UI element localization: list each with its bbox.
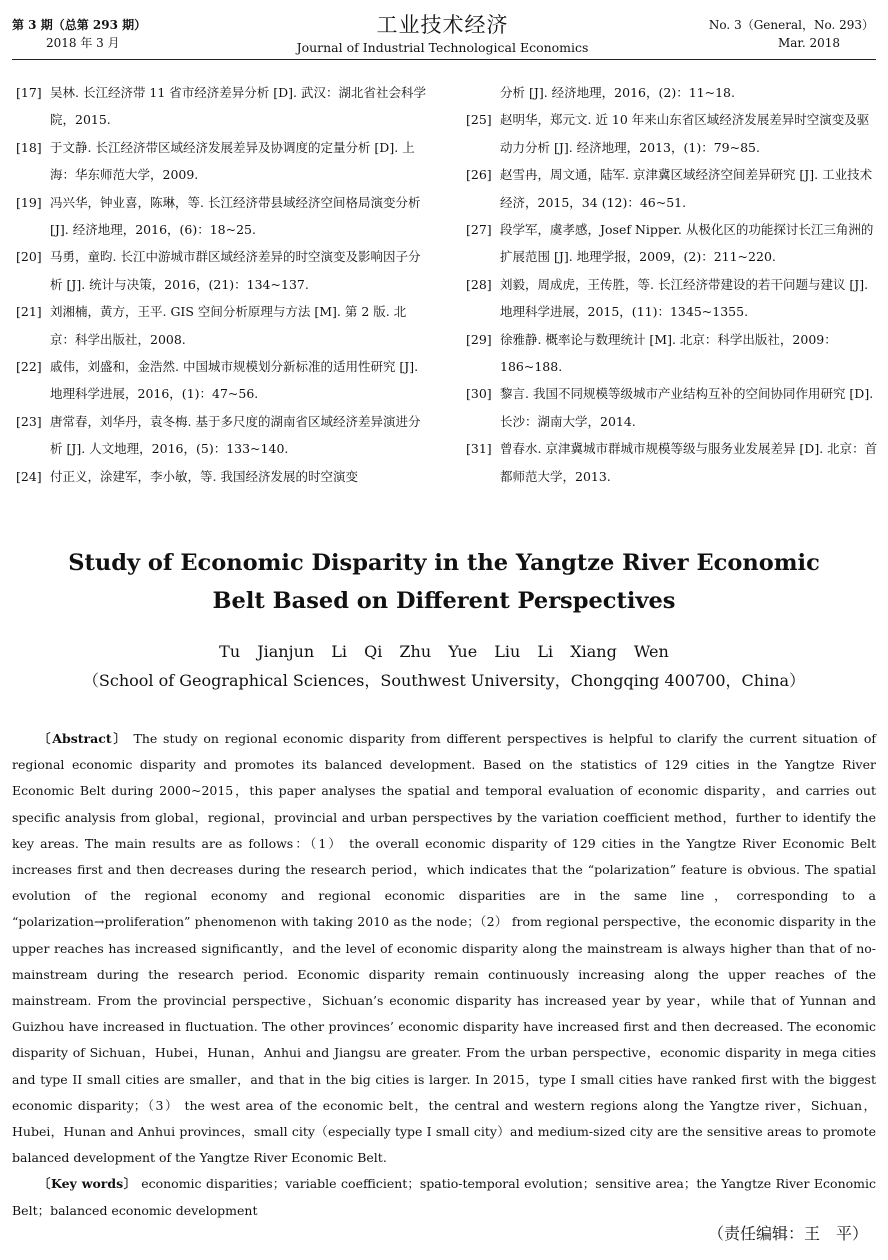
reference-text: 曾春水. 京津冀城市群城市规模等级与服务业发展差异 [D]. 北京：首都师范大学，2013. — [500, 441, 878, 484]
keywords-text: economic disparities；variable coefficient；spatio-temporal evolution；sensitive area；the Yangtze River Economic Belt；balanced economic development — [12, 1176, 876, 1218]
reference-text: 赵明华，郑元文. 近 10 年来山东省区域经济发展差异时空演变及驱动力分析 [J]. 经济地理，2013，(1)：79~85. — [500, 112, 870, 155]
reference-text: 戚伟，刘盛和，金浩然. 中国城市规模划分新标准的适用性研究 [J]. 地理科学进展，2016，(1)：47~56. — [50, 359, 419, 402]
reference-item — [466, 271, 878, 326]
reference-item — [16, 189, 426, 244]
reference-number: [25] — [466, 112, 492, 128]
affiliation: （School of Geographical Sciences，Southwest University，Chongqing 400700，China） — [82, 671, 806, 690]
reference-text: 马勇，童昀. 长江中游城市群区域经济差异的时空演变及影响因子分析 [J]. 统计与决策，2016，(21)：134~137. — [50, 249, 421, 292]
references-left-column — [16, 79, 426, 490]
journal-name-cn: 工业技术经济 — [376, 13, 509, 37]
reference-text: 徐雅静. 概率论与数理统计 [M]. 北京：科学出版社，2009：186~188. — [500, 331, 837, 375]
reference-item — [16, 243, 426, 298]
reference-item — [466, 380, 878, 435]
keywords-label: 〔Key words〕 — [38, 1176, 137, 1192]
reference-number: [23] — [16, 413, 42, 429]
reference-item — [466, 435, 878, 490]
reference-text: 分析 [J]. 经济地理，2016，(2)：11~18. — [500, 85, 735, 100]
reference-number: [26] — [466, 167, 492, 183]
reference-number: [18] — [16, 139, 42, 155]
reference-number: [31] — [466, 441, 492, 457]
reference-item — [466, 161, 878, 216]
reference-text: 吴林. 长江经济带 11 省市经济差异分析 [D]. 武汉：湖北省社会科学院，2015. — [50, 85, 426, 128]
reference-text: 于文静. 长江经济带区域经济发展差异及协调度的定量分析 [D]. 上海：华东师范大学，2009. — [50, 139, 415, 183]
reference-number: [19] — [16, 194, 42, 210]
reference-number: [22] — [16, 359, 42, 375]
abstract-paragraph — [12, 726, 876, 1171]
reference-number: [27] — [466, 222, 492, 238]
reference-item — [16, 463, 426, 490]
abstract-text: The study on regional economic disparity from different perspectives is helpful to clarify the current situation of regional economic disparity and promotes its balanced development. Based on the statistics of 129 cities in the Yangtze River Economic Belt during 2000~2015，this paper analyses the spatial and temporal evaluation of economic disparity，and carries out specific analysis from global，regional，provincial and urban perspectives by the variation coefficient method，further to identify the key areas. The main results are as follows：（1） the overall economic disparity of 129 cities in the Yangtze River Economic Belt increases first and then decreases during the research period，which indicates that the “polarization” feature is obvious. The spatial evolution of the regional economy and regional economic disparities are in the same line，corresponding to a “polarization→proliferation” phenomenon with taking 2010 as the node；（2） from regional perspective，the economic disparity in the upper reaches has increased significantly，and the level of economic disparity along the mainstream is always higher than that of no-mainstream during the research period. Economic disparity remain continuously increasing along the upper reaches of the mainstream. From the provincial perspective，Sichuan’s economic disparity has increased year by year，while that of Yunnan and Guizhou have increased in fluctuation. The other provinces’ economic disparity have increased first and then decreased. The economic disparity of Sichuan，Hubei，Hunan，Anhui and Jiangsu are greater. From the urban perspective，economic disparity in mega cities and type II small cities are smaller，and that in the big cities is larger. In 2015，type I small cities have ranked first with the biggest economic disparity；（3） the west area of the economic belt，the central and western regions along the Yangtze river，Sichuan，Hubei，Hunan and Anhui provinces，small city（especially type I small city）and medium-sized city are the sensitive areas to promote balanced development of the Yangtze River Economic Belt. — [12, 731, 876, 1166]
paper-title: Study of Economic Disparity in the Yangtze River Economic Belt Based on Different Perspectives — [68, 550, 820, 614]
reference-text: 付正义，涂建军，李小敏，等. 我国经济发展的时空演变 — [50, 468, 358, 484]
reference-number: [24] — [16, 468, 42, 484]
reference-item — [16, 408, 426, 463]
reference-continuation — [466, 79, 878, 106]
references-right-list — [466, 106, 878, 490]
reference-item — [466, 326, 878, 381]
responsible-editor: （责任编辑：王 平） — [707, 1224, 868, 1243]
reference-text: 刘毅，周成虎，王传胜，等. 长江经济带建设的若干问题与建议 [J]. 地理科学进展，2015，(11)：1345~1355. — [500, 276, 869, 320]
issue-number-en: No. 3（General，No. 293） — [708, 18, 874, 32]
reference-number: [29] — [466, 331, 492, 347]
reference-text: 赵雪冉，周文通，陆军. 京津冀区域经济空间差异研究 [J]. 工业技术经济，2015，34 (12)：46~51. — [500, 167, 873, 210]
journal-title — [290, 12, 595, 56]
reference-text: 刘湘楠，黄方，王平. GIS 空间分析原理与方法 [M]. 第 2 版. 北京：科学出版社，2008. — [50, 304, 407, 347]
page-header — [0, 0, 888, 60]
references-right-column — [466, 79, 878, 490]
abstract-label: 〔Abstract〕 — [38, 731, 128, 746]
keywords-paragraph — [12, 1171, 876, 1223]
reference-number: [17] — [16, 85, 42, 100]
reference-number: [20] — [16, 249, 42, 265]
reference-item — [466, 216, 878, 271]
reference-text: 段学军，虞孝感，Josef Nipper. 从极化区的功能探讨长江三角洲的扩展范围 [J]. 地理学报，2009，(2)：211~220. — [500, 222, 874, 265]
header-issue-cn — [12, 16, 146, 52]
reference-item — [16, 79, 426, 134]
journal-name-en: Journal of Industrial Technological Economics — [296, 40, 589, 55]
reference-item — [466, 106, 878, 161]
issue-number-cn: 第 3 期（总第 293 期） — [12, 18, 147, 32]
reference-number: [21] — [16, 304, 42, 320]
reference-item — [16, 134, 426, 189]
author-list: Tu Jianjun Li Qi Zhu Yue Liu Li Xiang Wen — [219, 642, 669, 661]
reference-text: 冯兴华，钟业喜，陈琳，等. 长江经济带县域经济空间格局演变分析 [J]. 经济地理，2016，(6)：18~25. — [50, 194, 421, 238]
issue-date-cn: 2018 年 3 月 — [46, 36, 120, 50]
reference-text: 唐常春，刘华丹，袁冬梅. 基于多尺度的湖南省区域经济差异演进分析 [J]. 人文地理，2016，(5)：133~140. — [50, 413, 421, 457]
reference-item — [16, 353, 426, 408]
abstract-section — [12, 726, 876, 1224]
header-rule — [12, 59, 876, 60]
reference-number: [30] — [466, 386, 492, 402]
issue-date-en: Mar. 2018 — [777, 36, 840, 50]
reference-item — [16, 298, 426, 353]
reference-number: [28] — [466, 276, 492, 292]
header-issue-en — [709, 16, 874, 52]
reference-text: 黎言. 我国不同规模等级城市产业结构互补的空间协同作用研究 [D]. 长沙：湖南大学，2014. — [500, 386, 874, 429]
